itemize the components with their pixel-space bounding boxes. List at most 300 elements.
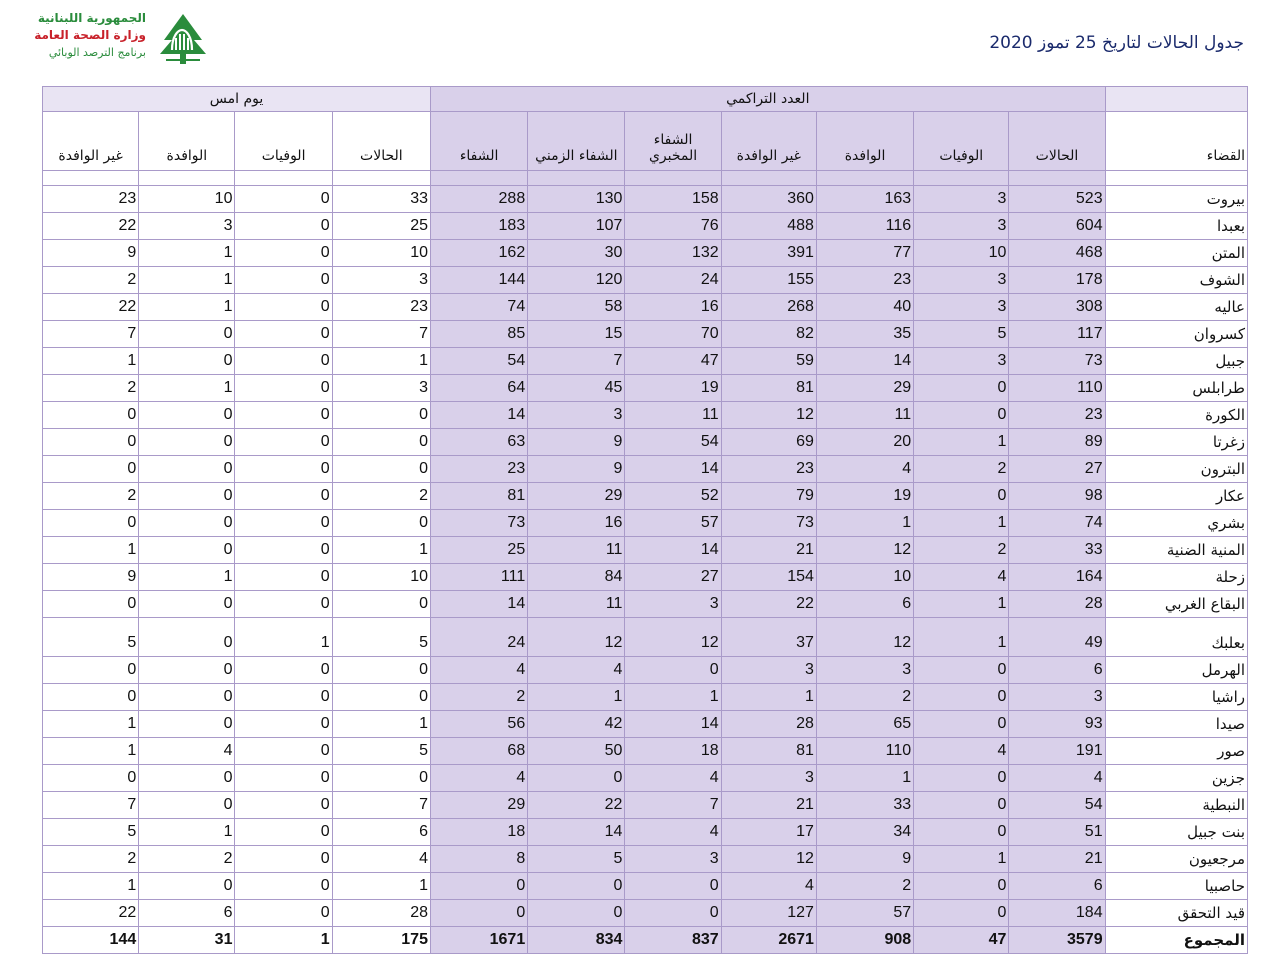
cell-imported: 35 — [816, 321, 913, 348]
cell-deaths: 3 — [914, 186, 1009, 213]
cell-deaths: 0 — [914, 375, 1009, 402]
cell-imported: 163 — [816, 186, 913, 213]
table-row — [43, 819, 1248, 846]
cell-deaths: 0 — [914, 483, 1009, 510]
table-row — [43, 375, 1248, 402]
cell-cases: 4 — [1009, 765, 1105, 792]
cell-deaths: 1 — [914, 618, 1009, 657]
cell-district: المنية الضنية — [1105, 537, 1247, 564]
cell-district: صيدا — [1105, 711, 1247, 738]
cell-recovery: 64 — [430, 375, 527, 402]
cell-yesterday-imported: 3 — [139, 213, 235, 240]
col-time-recovery: الشفاء الزمني — [528, 112, 625, 171]
cell-yesterday-non-imported: 9 — [43, 240, 139, 267]
table-row — [43, 591, 1248, 618]
cell-yesterday-cases: 0 — [332, 510, 430, 537]
cell-recovery: 111 — [430, 564, 527, 591]
cell-imported: 65 — [816, 711, 913, 738]
cell-recovery: 24 — [430, 618, 527, 657]
table-row — [43, 213, 1248, 240]
cell-deaths: 0 — [914, 765, 1009, 792]
cell-time-recovery: 29 — [528, 483, 625, 510]
cell-non-imported: 155 — [721, 267, 816, 294]
cell-imported: 23 — [816, 267, 913, 294]
cell-time-recovery: 7 — [528, 348, 625, 375]
cell-non-imported: 2671 — [721, 927, 816, 954]
cell-yesterday-non-imported: 7 — [43, 792, 139, 819]
cell-non-imported: 488 — [721, 213, 816, 240]
cell-time-recovery: 11 — [528, 591, 625, 618]
cell-non-imported: 12 — [721, 402, 816, 429]
cell-yesterday-deaths: 1 — [235, 927, 332, 954]
table-body — [43, 171, 1248, 954]
cell-yesterday-imported: 1 — [139, 375, 235, 402]
cell-imported: 57 — [816, 900, 913, 927]
cell-deaths: 1 — [914, 846, 1009, 873]
table-row — [43, 873, 1248, 900]
cell-imported: 40 — [816, 294, 913, 321]
cell-yesterday-non-imported: 0 — [43, 429, 139, 456]
cell-time-recovery: 4 — [528, 657, 625, 684]
spacer-cell — [332, 171, 430, 186]
col-lab-recovery — [625, 112, 721, 171]
cell-cases: 27 — [1009, 456, 1105, 483]
cell-imported: 1 — [816, 510, 913, 537]
cell-recovery: 8 — [430, 846, 527, 873]
col-imported: الوافدة — [816, 112, 913, 171]
table-row — [43, 267, 1248, 294]
cell-lab-recovery: 47 — [625, 348, 721, 375]
cell-district: الهرمل — [1105, 657, 1247, 684]
cell-time-recovery: 12 — [528, 618, 625, 657]
cell-recovery: 162 — [430, 240, 527, 267]
cell-deaths: 5 — [914, 321, 1009, 348]
cell-cases: 604 — [1009, 213, 1105, 240]
cell-deaths: 4 — [914, 564, 1009, 591]
cell-yesterday-deaths: 0 — [235, 792, 332, 819]
cell-cases: 51 — [1009, 819, 1105, 846]
cell-time-recovery: 58 — [528, 294, 625, 321]
col-lab-recovery-line1: الشفاء — [653, 132, 693, 148]
cell-district: بعبدا — [1105, 213, 1247, 240]
cell-yesterday-non-imported: 1 — [43, 738, 139, 765]
cell-yesterday-imported: 0 — [139, 684, 235, 711]
cell-deaths: 0 — [914, 657, 1009, 684]
cell-yesterday-non-imported: 1 — [43, 873, 139, 900]
cell-district: الشوف — [1105, 267, 1247, 294]
table-row — [43, 456, 1248, 483]
cell-district: زغرتا — [1105, 429, 1247, 456]
cell-district: جبيل — [1105, 348, 1247, 375]
cell-imported: 77 — [816, 240, 913, 267]
cell-time-recovery: 11 — [528, 537, 625, 564]
cell-deaths: 3 — [914, 294, 1009, 321]
spacer-cell — [914, 171, 1009, 186]
cell-recovery: 85 — [430, 321, 527, 348]
table-row — [43, 537, 1248, 564]
cell-imported: 11 — [816, 402, 913, 429]
cell-recovery: 4 — [430, 765, 527, 792]
cell-yesterday-deaths: 0 — [235, 657, 332, 684]
cell-district: جزين — [1105, 765, 1247, 792]
cell-imported: 1 — [816, 765, 913, 792]
cell-lab-recovery: 27 — [625, 564, 721, 591]
cell-time-recovery: 834 — [528, 927, 625, 954]
cell-yesterday-deaths: 0 — [235, 186, 332, 213]
cell-non-imported: 391 — [721, 240, 816, 267]
cell-cases: 523 — [1009, 186, 1105, 213]
group-cumulative-header: العدد التراكمي — [430, 87, 1105, 112]
spacer-cell — [430, 171, 527, 186]
cell-yesterday-imported: 0 — [139, 873, 235, 900]
cell-yesterday-imported: 0 — [139, 483, 235, 510]
cell-district: صور — [1105, 738, 1247, 765]
cell-cases: 54 — [1009, 792, 1105, 819]
cell-non-imported: 21 — [721, 792, 816, 819]
table-row — [43, 240, 1248, 267]
cell-yesterday-imported: 0 — [139, 429, 235, 456]
cell-time-recovery: 9 — [528, 429, 625, 456]
cell-district: بشري — [1105, 510, 1247, 537]
cell-lab-recovery: 3 — [625, 591, 721, 618]
cell-yesterday-non-imported: 1 — [43, 537, 139, 564]
cell-deaths: 1 — [914, 510, 1009, 537]
cell-lab-recovery: 14 — [625, 711, 721, 738]
cell-lab-recovery: 4 — [625, 819, 721, 846]
spacer-cell — [528, 171, 625, 186]
cell-yesterday-cases: 7 — [332, 321, 430, 348]
cell-lab-recovery: 54 — [625, 429, 721, 456]
cell-yesterday-non-imported: 5 — [43, 819, 139, 846]
cell-time-recovery: 107 — [528, 213, 625, 240]
cell-cases: 74 — [1009, 510, 1105, 537]
cell-lab-recovery: 0 — [625, 900, 721, 927]
cell-lab-recovery: 14 — [625, 456, 721, 483]
cell-non-imported: 23 — [721, 456, 816, 483]
cell-deaths: 0 — [914, 711, 1009, 738]
cell-district: المجموع — [1105, 927, 1247, 954]
cell-imported: 20 — [816, 429, 913, 456]
cell-yesterday-imported: 1 — [139, 294, 235, 321]
cell-non-imported: 28 — [721, 711, 816, 738]
cell-yesterday-imported: 0 — [139, 591, 235, 618]
cell-yesterday-imported: 2 — [139, 846, 235, 873]
cell-yesterday-imported: 1 — [139, 267, 235, 294]
cell-lab-recovery: 0 — [625, 657, 721, 684]
col-yesterday-imported: الوافدة — [139, 112, 235, 171]
cell-yesterday-non-imported: 0 — [43, 402, 139, 429]
cell-yesterday-deaths: 0 — [235, 873, 332, 900]
cell-yesterday-imported: 0 — [139, 618, 235, 657]
cell-yesterday-non-imported: 2 — [43, 483, 139, 510]
table-row — [43, 348, 1248, 375]
cell-non-imported: 79 — [721, 483, 816, 510]
cell-imported: 12 — [816, 537, 913, 564]
cell-yesterday-imported: 0 — [139, 657, 235, 684]
cell-yesterday-non-imported: 144 — [43, 927, 139, 954]
cell-cases: 308 — [1009, 294, 1105, 321]
cell-recovery: 56 — [430, 711, 527, 738]
cases-table-container — [42, 86, 1248, 949]
logo-line-program: برنامج الترصد الوبائي — [48, 46, 146, 59]
logo-line-republic: الجمهورية اللبنانية — [37, 11, 146, 25]
cell-time-recovery: 50 — [528, 738, 625, 765]
cell-district: بعلبك — [1105, 618, 1247, 657]
cell-yesterday-non-imported: 22 — [43, 213, 139, 240]
cell-yesterday-non-imported: 0 — [43, 510, 139, 537]
cell-cases: 191 — [1009, 738, 1105, 765]
cell-recovery: 14 — [430, 402, 527, 429]
cell-yesterday-imported: 0 — [139, 792, 235, 819]
cell-cases: 89 — [1009, 429, 1105, 456]
cell-yesterday-cases: 175 — [332, 927, 430, 954]
cell-deaths: 47 — [914, 927, 1009, 954]
cell-recovery: 29 — [430, 792, 527, 819]
cell-yesterday-imported: 1 — [139, 240, 235, 267]
cell-district: بيروت — [1105, 186, 1247, 213]
table-row — [43, 738, 1248, 765]
cell-yesterday-non-imported: 0 — [43, 591, 139, 618]
cell-yesterday-non-imported: 0 — [43, 684, 139, 711]
cell-non-imported: 59 — [721, 348, 816, 375]
cell-yesterday-deaths: 0 — [235, 456, 332, 483]
cell-time-recovery: 42 — [528, 711, 625, 738]
cell-lab-recovery: 70 — [625, 321, 721, 348]
cell-yesterday-deaths: 0 — [235, 213, 332, 240]
cell-yesterday-cases: 0 — [332, 402, 430, 429]
cell-non-imported: 127 — [721, 900, 816, 927]
cell-time-recovery: 5 — [528, 846, 625, 873]
spacer-cell — [235, 171, 332, 186]
cell-imported: 110 — [816, 738, 913, 765]
cell-deaths: 0 — [914, 684, 1009, 711]
spacer-cell — [721, 171, 816, 186]
cell-yesterday-deaths: 0 — [235, 348, 332, 375]
table-row — [43, 321, 1248, 348]
cell-yesterday-imported: 0 — [139, 321, 235, 348]
cell-imported: 9 — [816, 846, 913, 873]
cell-yesterday-non-imported: 2 — [43, 846, 139, 873]
col-yesterday-cases: الحالات — [332, 112, 430, 171]
cell-imported: 6 — [816, 591, 913, 618]
cell-recovery: 23 — [430, 456, 527, 483]
cell-time-recovery: 45 — [528, 375, 625, 402]
cell-non-imported: 154 — [721, 564, 816, 591]
cell-non-imported: 69 — [721, 429, 816, 456]
table-row — [43, 564, 1248, 591]
cell-yesterday-deaths: 0 — [235, 564, 332, 591]
table-row — [43, 402, 1248, 429]
cell-non-imported: 12 — [721, 846, 816, 873]
cell-yesterday-deaths: 1 — [235, 618, 332, 657]
spacer-row — [43, 171, 1248, 186]
cell-yesterday-deaths: 0 — [235, 765, 332, 792]
cell-yesterday-imported: 6 — [139, 900, 235, 927]
cell-yesterday-imported: 0 — [139, 765, 235, 792]
cell-time-recovery: 84 — [528, 564, 625, 591]
cell-cases: 93 — [1009, 711, 1105, 738]
cell-imported: 2 — [816, 873, 913, 900]
cell-recovery: 63 — [430, 429, 527, 456]
spacer-cell — [816, 171, 913, 186]
cell-non-imported: 73 — [721, 510, 816, 537]
cell-yesterday-deaths: 0 — [235, 294, 332, 321]
cell-time-recovery: 0 — [528, 765, 625, 792]
col-recovery: الشفاء — [430, 112, 527, 171]
cell-non-imported: 360 — [721, 186, 816, 213]
cell-yesterday-non-imported: 0 — [43, 657, 139, 684]
col-deaths: الوفيات — [914, 112, 1009, 171]
col-lab-recovery-line2: المخبري — [648, 148, 698, 164]
cell-non-imported: 4 — [721, 873, 816, 900]
cell-yesterday-non-imported: 1 — [43, 348, 139, 375]
cell-recovery: 144 — [430, 267, 527, 294]
cell-yesterday-cases: 33 — [332, 186, 430, 213]
cell-district: بنت جبيل — [1105, 819, 1247, 846]
cell-yesterday-cases: 0 — [332, 591, 430, 618]
cell-cases: 3579 — [1009, 927, 1105, 954]
cell-yesterday-imported: 10 — [139, 186, 235, 213]
cell-deaths: 2 — [914, 456, 1009, 483]
cell-cases: 33 — [1009, 537, 1105, 564]
cell-yesterday-imported: 1 — [139, 564, 235, 591]
cell-time-recovery: 3 — [528, 402, 625, 429]
cell-district: الكورة — [1105, 402, 1247, 429]
cell-imported: 116 — [816, 213, 913, 240]
cell-recovery: 1671 — [430, 927, 527, 954]
cell-cases: 3 — [1009, 684, 1105, 711]
cell-time-recovery: 16 — [528, 510, 625, 537]
cell-lab-recovery: 16 — [625, 294, 721, 321]
cell-lab-recovery: 132 — [625, 240, 721, 267]
cell-cases: 49 — [1009, 618, 1105, 657]
cell-lab-recovery: 7 — [625, 792, 721, 819]
cell-recovery: 0 — [430, 873, 527, 900]
cell-yesterday-cases: 3 — [332, 267, 430, 294]
ministry-name — [14, 10, 146, 61]
cell-lab-recovery: 24 — [625, 267, 721, 294]
cell-lab-recovery: 19 — [625, 375, 721, 402]
cell-district: عاليه — [1105, 294, 1247, 321]
cell-yesterday-deaths: 0 — [235, 510, 332, 537]
cell-yesterday-cases: 0 — [332, 429, 430, 456]
cell-imported: 34 — [816, 819, 913, 846]
cell-deaths: 0 — [914, 900, 1009, 927]
cell-district: كسروان — [1105, 321, 1247, 348]
group-empty-header — [1105, 87, 1247, 112]
cell-cases: 73 — [1009, 348, 1105, 375]
cell-yesterday-imported: 0 — [139, 348, 235, 375]
cell-yesterday-cases: 1 — [332, 711, 430, 738]
column-header-row — [43, 112, 1248, 171]
cell-yesterday-deaths: 0 — [235, 402, 332, 429]
cell-lab-recovery: 3 — [625, 846, 721, 873]
cell-imported: 908 — [816, 927, 913, 954]
cell-yesterday-non-imported: 2 — [43, 375, 139, 402]
cell-yesterday-deaths: 0 — [235, 321, 332, 348]
cell-lab-recovery: 18 — [625, 738, 721, 765]
cell-imported: 14 — [816, 348, 913, 375]
cell-cases: 468 — [1009, 240, 1105, 267]
cell-non-imported: 82 — [721, 321, 816, 348]
cell-yesterday-cases: 5 — [332, 738, 430, 765]
cell-non-imported: 17 — [721, 819, 816, 846]
cell-cases: 6 — [1009, 657, 1105, 684]
cell-yesterday-imported: 0 — [139, 711, 235, 738]
cell-yesterday-non-imported: 0 — [43, 765, 139, 792]
cell-yesterday-deaths: 0 — [235, 591, 332, 618]
cell-deaths: 1 — [914, 591, 1009, 618]
table-row — [43, 684, 1248, 711]
cell-cases: 6 — [1009, 873, 1105, 900]
cell-yesterday-imported: 0 — [139, 537, 235, 564]
cell-yesterday-cases: 5 — [332, 618, 430, 657]
cell-deaths: 3 — [914, 348, 1009, 375]
cell-deaths: 2 — [914, 537, 1009, 564]
cell-yesterday-imported: 0 — [139, 402, 235, 429]
cell-yesterday-imported: 0 — [139, 456, 235, 483]
cell-cases: 178 — [1009, 267, 1105, 294]
cell-district: راشيا — [1105, 684, 1247, 711]
table-row — [43, 657, 1248, 684]
table-row — [43, 711, 1248, 738]
table-row — [43, 765, 1248, 792]
cell-cases: 28 — [1009, 591, 1105, 618]
table-row — [43, 429, 1248, 456]
cell-imported: 19 — [816, 483, 913, 510]
logo-line-ministry: وزارة الصحة العامة — [34, 28, 146, 42]
cell-cases: 21 — [1009, 846, 1105, 873]
ministry-logo — [14, 10, 224, 72]
cell-yesterday-cases: 0 — [332, 456, 430, 483]
cell-cases: 184 — [1009, 900, 1105, 927]
cell-yesterday-cases: 6 — [332, 819, 430, 846]
cell-yesterday-cases: 10 — [332, 240, 430, 267]
cell-district: البترون — [1105, 456, 1247, 483]
cell-cases: 110 — [1009, 375, 1105, 402]
cell-deaths: 0 — [914, 402, 1009, 429]
cell-deaths: 0 — [914, 792, 1009, 819]
cell-cases: 23 — [1009, 402, 1105, 429]
cell-non-imported: 268 — [721, 294, 816, 321]
cell-yesterday-non-imported: 5 — [43, 618, 139, 657]
cell-time-recovery: 22 — [528, 792, 625, 819]
cell-time-recovery: 30 — [528, 240, 625, 267]
cell-recovery: 4 — [430, 657, 527, 684]
cell-district: البقاع الغربي — [1105, 591, 1247, 618]
table-row — [43, 186, 1248, 213]
cell-imported: 12 — [816, 618, 913, 657]
cell-lab-recovery: 11 — [625, 402, 721, 429]
cell-non-imported: 22 — [721, 591, 816, 618]
table-row — [43, 294, 1248, 321]
cell-yesterday-cases: 23 — [332, 294, 430, 321]
cell-yesterday-deaths: 0 — [235, 819, 332, 846]
cell-district: طرابلس — [1105, 375, 1247, 402]
col-district: القضاء — [1105, 112, 1247, 171]
spacer-cell — [43, 171, 139, 186]
cell-yesterday-non-imported: 22 — [43, 294, 139, 321]
spacer-cell — [139, 171, 235, 186]
cell-recovery: 18 — [430, 819, 527, 846]
cell-time-recovery: 120 — [528, 267, 625, 294]
cell-district: زحلة — [1105, 564, 1247, 591]
cell-deaths: 1 — [914, 429, 1009, 456]
cell-recovery: 288 — [430, 186, 527, 213]
table-row — [43, 510, 1248, 537]
table-row — [43, 792, 1248, 819]
cedar-hand-icon — [152, 10, 214, 68]
